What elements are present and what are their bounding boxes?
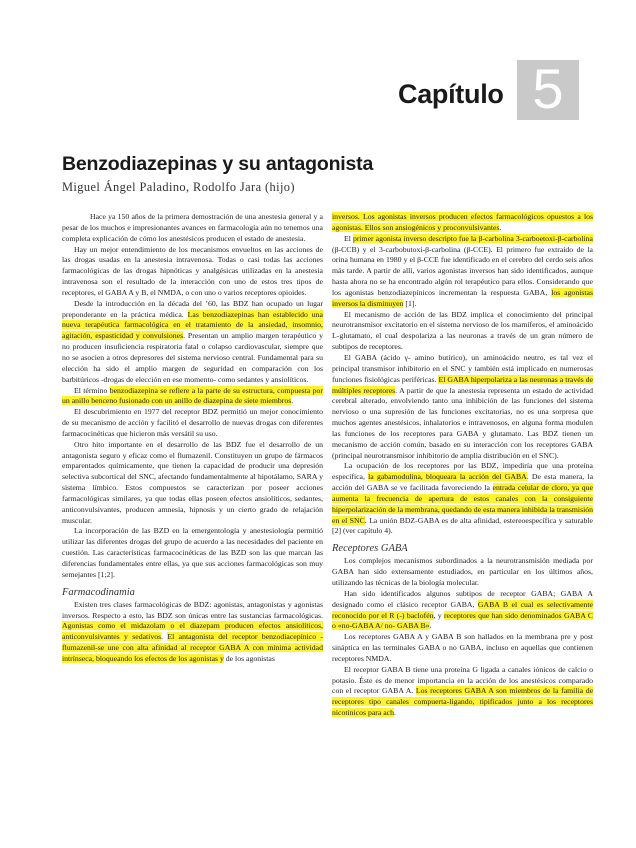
highlight: primer agonista inverso descripto fue la β-carbolina 3-carboetoxi-β-carbolina (352, 233, 594, 243)
paragraph: El GABA (ácido γ- amino butírico), un aminoácido neutro, es tal vez el principal transmisor inhibitorio en el SNC y también está implicado en numerosas funciones fisiológicas periféricas. El GABA hiperpolariza a las neuronas a través de múltiples receptores. A partir de que la anestesia representa un estado de actividad cerebral alterado, envolviendo tanto una inhibición de las funciones del sistema nervioso o una supresión de las funciones excitatorias, no es una sorpresa que muchos agentes anestésicos, inhalatorios e intravenosos, en alguna forma modulen las funciones de los receptores para GABA y glutamato. Las BDZ tienen un mecanismo de acción común, basado en su interacción con los receptores GABA (principal neurotransmisor inhibitorio de amplia distribución en el SNC). (332, 352, 594, 460)
paragraph: Otro hito importante en el desarrollo de las BDZ fue el desarrollo de un antagonista seguro y eficaz como el flumazenil. Constituyen un grupo de fármacos emparentados químicamente, que tienen la capacidad de producir una depresión selectiva subcortical del SNC, afectando fundamentalmente al hipotálamo, SARA y sistema límbico. Estos compuestos se caracterizan por poseer acciones farmacológicas similares, ya que todas ellas poseen efectos ansiolíticos, sedantes, anticonvulsivantes, producen amnesia, hipnosis y un cierto grado de relajación muscular. (62, 439, 323, 525)
highlight: receptores que han sido denominados GABA C o «no-GABA A/ no- GABA B» (332, 610, 593, 631)
paragraph: inversos. Los agonistas inversos producen efectos farmacológicos opuestos a los agonistas. Ellos son ansiogénicos y proconvulsivantes. (332, 212, 593, 232)
highlight: Los receptores GABA A son miembros de la familia de receptores tipo canales compuerta-ligando, tipificados junto a los receptores nicotínicos para ach (332, 686, 594, 718)
paragraph: Desde la introducción en la década del ’60, las BDZ han ocupado un lugar preponderante en la práctica médica. Las benzodiazepinas han establecido una nueva terapéutica farmacológica en el tratamiento de la ansiedad, insomnio, agitación, espasticidad y convulsiones. Presentan un amplio margen terapéutico y no producen insuficiencia respiratoria fatal o colapso cardiovascular, siempre que no se asocien a otros depresores del sistema nervioso central. Fundamental para su elección ha sido el amplio margen de seguridad en comparación con los barbitúricos -drogas de elección en ese momento- como sedantes y ansiolíticos. (62, 298, 323, 384)
highlight: los agonistas inversos la disminuyen (332, 287, 593, 308)
highlight: El antagonista del receptor benzodiacepínico -flumazenil-se une con alta afinidad al receptor GABA A con mínima actividad intrínseca, bloqueando los efectos de los agonistas y (62, 632, 324, 663)
highlight: Las benzodiazepinas han establecido una nueva terapéutica farmacológica en el tratamiento de la ansiedad, insomnio, agitación, espasticidad y convulsiones (62, 309, 323, 341)
highlight: inversos. Los agonistas inversos producen efectos farmacológicos opuestos a los agonistas. Ellos son ansiogénicos y proconvulsivantes (332, 212, 593, 232)
highlight: la gabamodulina, bloqueara la acción del GABA (368, 472, 527, 482)
highlight: Agonistas como el midazolam o el diazepam producen efectos ansiolíticos, anticonvulsivantes y sedativos (62, 621, 323, 642)
chapter-authors: Miguel Ángel Paladino, Rodolfo Jara (hijo) (62, 180, 295, 194)
chapter-label: Capítulo (398, 79, 504, 109)
paragraph: La ocupación de los receptores por las BDZ, impediría que una proteína específica, la gabamodulina, bloqueara la acción del GABA. De esta manera, la acción del GABA se ve facilitada favoreciendo la entrada celular de cloro, ya que aumenta la frecuencia de apertura de estos canales con la consiguiente hiperpolarización de la membrana, quedando de esta manera inhibida la transmisión en el SNC. La unión BDZ-GABA es de alta afinidad, estereoespecífica y saturable [2] (ver capítulo 4). (332, 461, 594, 536)
highlight: benzodiazepina se refiere a la parte de su estructura, compuesta por un anillo benceno fusionado con un anillo de diazepina de siete miembros (62, 385, 323, 406)
paragraph: Los receptores GABA A y GABA B son hallados en la membrana pre y post sináptica en las terminales GABA o no GABA, incluso en aquellas que contienen receptores NMDA. (332, 632, 593, 663)
paragraph: Hace ya 150 años de la primera demostración de una anestesia general y a pesar de los muchos e impresionantes avances en farmacología aún no tenemos una completa explicación de cómo los anestésicos producen el estado de anestesia. (62, 212, 323, 243)
paragraph: Existen tres clases farmacológicas de BDZ: agonistas, antagonistas y agonistas inversos. Respecto a esto, las BDZ son únicas entre las sustancias farmacológicas. Agonistas como el midazolam o el diazepam producen efectos ansiolíticos, anticonvulsivantes y sedativos. El antagonista del receptor benzodiacepínico -flumazenil-se une con alta afinidad al receptor GABA A con mínima actividad intrínseca, bloqueando los efectos de los agonistas y de los agonistas (62, 599, 324, 663)
paragraph: El receptor GABA B tiene una proteína G ligada a canales iónicos de calcio o potasio. Éste es de menor importancia en la acción de los anestésicos comparado con el receptor GABA A. Los receptores GABA A son miembros de la familia de receptores tipo canales compuerta-ligando, tipificados junto a los receptores nicotínicos para ach. (332, 664, 594, 718)
chapter-number: 5 (532, 57, 564, 120)
paragraph: Han sido identificados algunos subtipos de receptor GABA; GABA A designado como el clásico receptor GABA, GABA B el cual es selectivamente reconocido por el R (-) baclofén, y receptores que han sido denominados GABA C o «no-GABA A/ no- GABA B». (332, 588, 593, 631)
section-heading-receptores-gaba: Receptores GABA (332, 543, 408, 555)
highlight: GABA B el cual es selectivamente reconocido por el R (-) baclofén (332, 599, 593, 620)
paragraph: El mecanismo de acción de las BDZ implica el conocimiento del principal neurotransmisor excitatorio en el sistema nervioso de los mamíferos, el aminoácido L-glutamato, el cual despolariza a las neuronas a través de un gran número de subtipos de receptores. (332, 309, 593, 352)
paragraph: Los complejos mecanismos subordinados a la neurotransmisión mediada por GABA han sido extensamente estudiados, en particular en los últimos años, utilizando las técnicas de la biología molecular. (332, 556, 593, 587)
paragraph: El descubrimiento en 1977 del receptor BDZ permitió un mejor conocimiento de su mecanismo de acción y facilitó el desarrollo de nuevas drogas con diferentes farmacocinéticas que hicieron más versátil su uso. (62, 407, 323, 438)
paragraph: La incorporación de las BZD en la emergentología y anestesiología permitió utilizar las diferentes drogas del grupo de acuerdo a las necesidades del paciente en cuestión. Las características farmacocinéticas de las BZD son las que marcan las diferencias fundamentales entre ellas, ya que sus acciones farmacológicas son muy semejantes [1;2]. (62, 526, 323, 579)
paragraph: El término benzodiazepina se refiere a la parte de su estructura, compuesta por un anillo benceno fusionado con un anillo de diazepina de siete miembros. (62, 385, 323, 406)
chapter-title: Benzodiazepinas y su antagonista (62, 153, 374, 175)
highlight: entrada celular de cloro, ya que aumenta la frecuencia de apertura de estos canales con la consiguiente hiperpolarización de la membrana, quedando de esta manera inhibida la transmisión en el SNC (332, 483, 593, 525)
paragraph: El primer agonista inverso descripto fue la β-carbolina 3-carboetoxi-β-carbolina (β-CCB) y el 3-carbobutoxi-β-carbolina (β-CCE). El primero fue extraído de la orina humana en 1980 y el β-CCE fue identificado en el cerebro del cerdo seis años más tarde. A partir de allí, varios agonistas inversos han sido identificados, aunque hasta ahora no se ha encontrado algún rol terapéutico para ellos. Considerando que los agonistas benzodiazepínicos incrementan la respuesta GABA, los agonistas inversos la disminuyen [1]. (332, 233, 594, 308)
paragraph: Hay un mejor entendimiento de los mecanismos envueltos en las acciones de las drogas usadas en la anestesia intravenosa. Todas o casi todas las acciones farmacológicas de las drogas hipnóticas y analgésicas utilizadas en la anestesia intravenosa son el resultado de la interacción con uno de estos tres tipos de receptores, el GABA A y B, el NMDA, o con uno o varios receptores opioides. (62, 244, 323, 297)
highlight: El GABA hiperpolariza a las neuronas a través de múltiples receptores (332, 374, 594, 395)
left-column (62, 212, 323, 665)
right-column (332, 212, 593, 719)
section-heading-farmacodinamia: Farmacodinamia (62, 586, 135, 598)
